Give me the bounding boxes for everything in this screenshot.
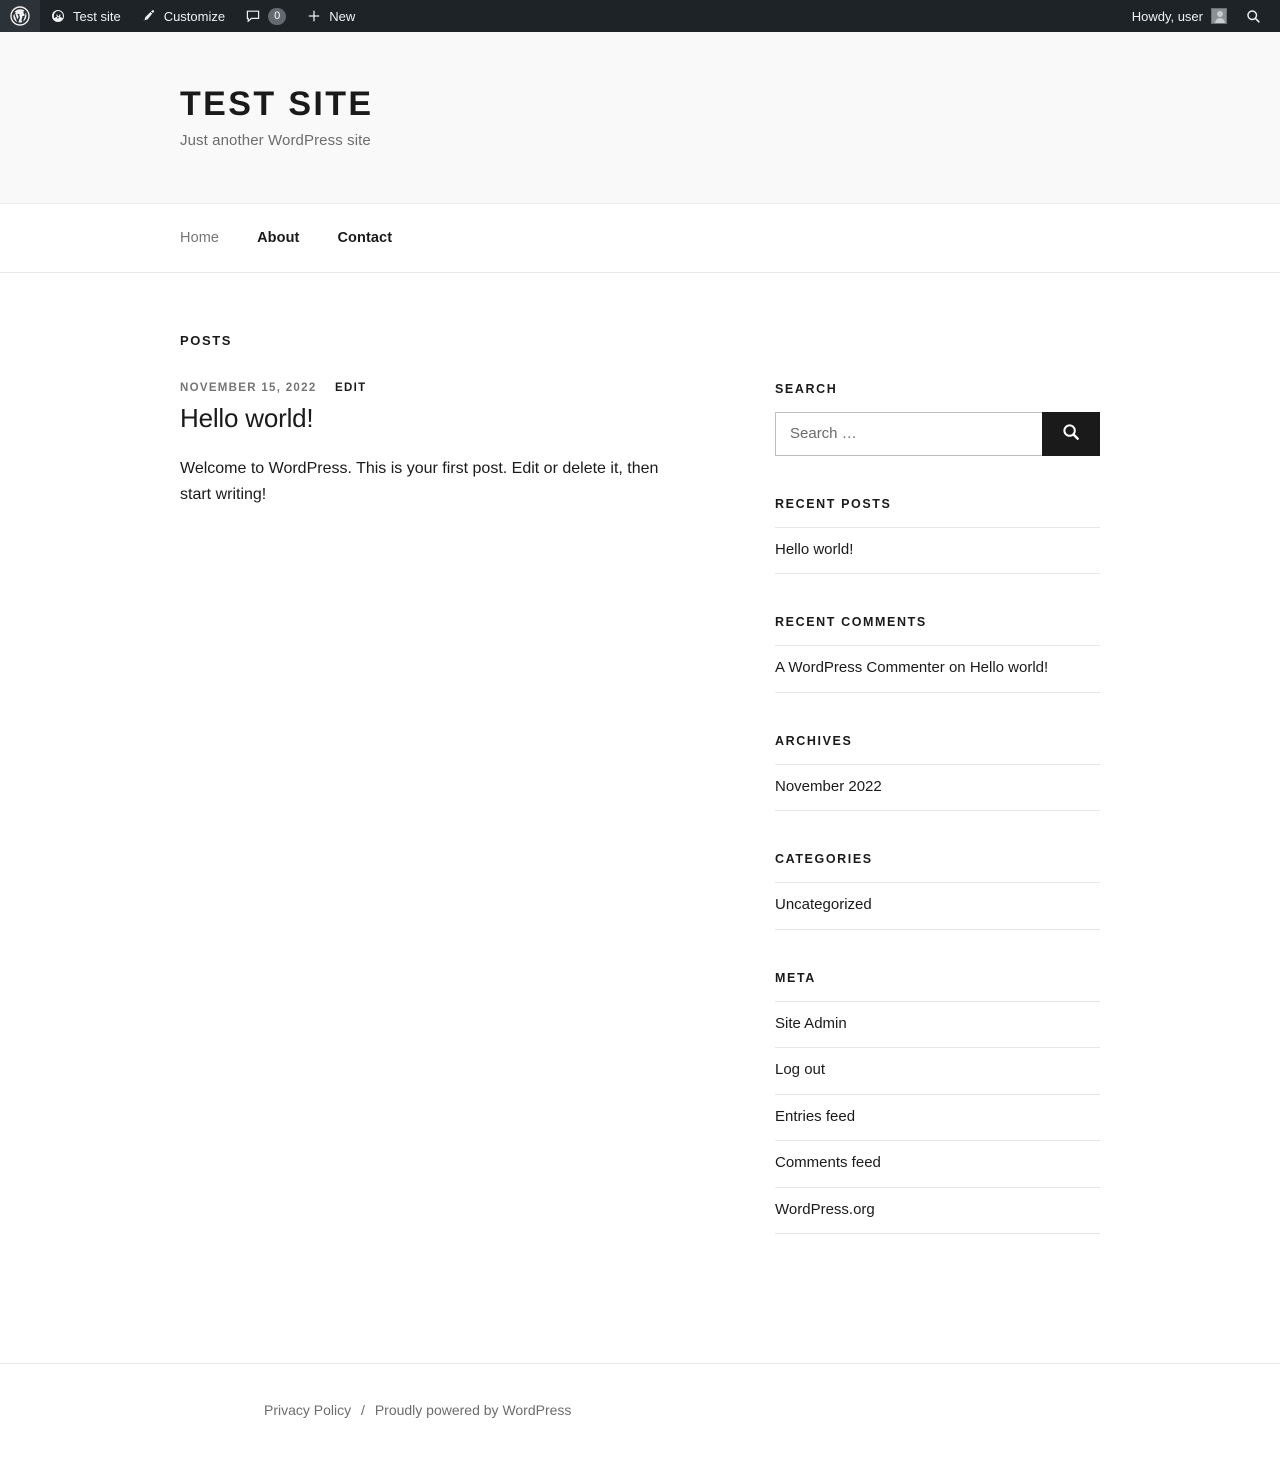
avatar bbox=[1211, 8, 1227, 24]
page-title bbox=[180, 84, 1100, 125]
admin-bar-customize[interactable] bbox=[131, 0, 235, 32]
list-item[interactable] bbox=[775, 1141, 1100, 1188]
nav-link-contact[interactable]: Contact bbox=[337, 230, 393, 247]
dashboard-icon bbox=[50, 8, 66, 24]
footer-privacy-policy-link[interactable]: Privacy Policy bbox=[264, 1402, 352, 1419]
nav-item-contact[interactable] bbox=[318, 230, 411, 246]
search-submit-button[interactable] bbox=[1042, 412, 1100, 456]
admin-bar-right bbox=[1122, 0, 1272, 32]
post-meta bbox=[180, 382, 698, 394]
list-item[interactable] bbox=[775, 1095, 1100, 1142]
comment-bubble-icon bbox=[245, 8, 261, 24]
widget-recent-posts bbox=[775, 497, 1100, 575]
categories-list bbox=[775, 882, 1100, 930]
widget-archives-title: ARCHIVES bbox=[775, 733, 853, 748]
primary-navigation bbox=[0, 204, 1280, 273]
widget-archives bbox=[775, 734, 1100, 812]
post-body-text: Welcome to WordPress. This is your first post. Edit or delete it, then start writing! bbox=[180, 460, 659, 504]
nav-list bbox=[180, 230, 411, 246]
list-item bbox=[775, 645, 1100, 693]
posts-heading: POSTS bbox=[180, 332, 233, 348]
widget-meta bbox=[775, 971, 1100, 1235]
primary-navigation-inner bbox=[90, 204, 1190, 273]
nav-link-about[interactable]: About bbox=[257, 230, 300, 247]
list-item[interactable] bbox=[775, 1001, 1100, 1049]
widget-recent-comments-title: RECENT COMMENTS bbox=[775, 615, 927, 630]
widget-search bbox=[775, 382, 1100, 456]
footer-credits bbox=[180, 1402, 1100, 1418]
list-item[interactable] bbox=[775, 1188, 1100, 1235]
sidebar bbox=[775, 382, 1100, 1276]
post-date[interactable]: NOVEMBER 15, 2022 bbox=[180, 381, 317, 394]
wordpress-logo-menu[interactable] bbox=[0, 0, 40, 32]
admin-bar-my-account[interactable] bbox=[1122, 0, 1235, 32]
list-item[interactable] bbox=[775, 882, 1100, 930]
site-title-link[interactable]: TEST SITE bbox=[180, 85, 374, 123]
list-item[interactable] bbox=[775, 527, 1100, 575]
footer-wordpress-credit-link[interactable]: Proudly powered by WordPress bbox=[374, 1402, 572, 1419]
nav-link-home[interactable]: Home bbox=[180, 230, 220, 247]
archive-link[interactable]: November 2022 bbox=[775, 777, 882, 795]
search-icon bbox=[1245, 8, 1262, 25]
list-item[interactable] bbox=[775, 1048, 1100, 1095]
admin-bar-new-label: New bbox=[329, 8, 356, 24]
comment-connector: on bbox=[948, 659, 966, 677]
meta-link-log-out[interactable]: Log out bbox=[775, 1061, 826, 1079]
search-input[interactable] bbox=[775, 412, 1042, 456]
post-article bbox=[180, 382, 698, 508]
widget-categories-title: CATEGORIES bbox=[775, 852, 873, 867]
howdy-label: Howdy, user bbox=[1131, 8, 1203, 24]
site-header bbox=[0, 32, 1280, 204]
site-main bbox=[0, 273, 1280, 1276]
admin-bar bbox=[0, 0, 1280, 32]
site-main-inner bbox=[90, 333, 1190, 1276]
admin-bar-comments-count: 0 bbox=[268, 8, 286, 25]
footer-separator: / bbox=[361, 1402, 365, 1419]
recent-posts-list bbox=[775, 527, 1100, 575]
site-tagline: Just another WordPress site bbox=[180, 131, 371, 149]
comment-post-link[interactable]: Hello world! bbox=[969, 659, 1049, 677]
widget-search-title: SEARCH bbox=[775, 381, 838, 396]
meta-link-site-admin[interactable]: Site Admin bbox=[775, 1014, 847, 1032]
recent-post-link[interactable]: Hello world! bbox=[775, 540, 854, 558]
search-form bbox=[775, 412, 1100, 456]
admin-bar-search-button[interactable] bbox=[1235, 0, 1272, 32]
post-title-link[interactable]: Hello world! bbox=[180, 402, 314, 433]
search-icon bbox=[1061, 422, 1081, 445]
list-item[interactable] bbox=[775, 764, 1100, 812]
category-link[interactable]: Uncategorized bbox=[775, 896, 872, 914]
admin-bar-site-name-label: Test site bbox=[73, 8, 121, 24]
archives-list bbox=[775, 764, 1100, 812]
plus-icon bbox=[306, 8, 322, 24]
widget-recent-posts-title: RECENT POSTS bbox=[775, 496, 892, 511]
meta-link-entries-feed[interactable]: Entries feed bbox=[775, 1107, 856, 1125]
widget-recent-comments bbox=[775, 615, 1100, 693]
admin-bar-comments[interactable] bbox=[235, 0, 296, 32]
post-content bbox=[180, 456, 698, 508]
admin-bar-customize-label: Customize bbox=[163, 8, 226, 24]
widget-meta-title: META bbox=[775, 970, 816, 985]
admin-bar-site-name[interactable] bbox=[40, 0, 131, 32]
wordpress-logo-icon bbox=[10, 6, 30, 26]
content-column bbox=[180, 382, 738, 1276]
recent-comments-list bbox=[775, 645, 1100, 693]
post-edit-label[interactable]: EDIT bbox=[335, 381, 367, 394]
comment-author-link[interactable]: A WordPress Commenter bbox=[775, 659, 945, 677]
site-footer-inner bbox=[90, 1402, 1190, 1418]
admin-bar-left bbox=[0, 0, 365, 32]
nav-item-home[interactable] bbox=[180, 230, 238, 246]
meta-link-wordpress-org[interactable]: WordPress.org bbox=[775, 1200, 875, 1218]
admin-bar-new-content[interactable] bbox=[296, 0, 365, 32]
post-title bbox=[180, 402, 698, 435]
meta-list bbox=[775, 1001, 1100, 1235]
widget-categories bbox=[775, 852, 1100, 930]
post-edit-link[interactable] bbox=[335, 382, 366, 394]
site-header-inner bbox=[90, 84, 1190, 149]
site-footer bbox=[0, 1363, 1280, 1458]
nav-item-about[interactable] bbox=[238, 230, 318, 246]
content-sidebar-columns bbox=[180, 382, 1100, 1276]
paintbrush-icon bbox=[141, 8, 157, 24]
meta-link-comments-feed[interactable]: Comments feed bbox=[775, 1154, 881, 1172]
